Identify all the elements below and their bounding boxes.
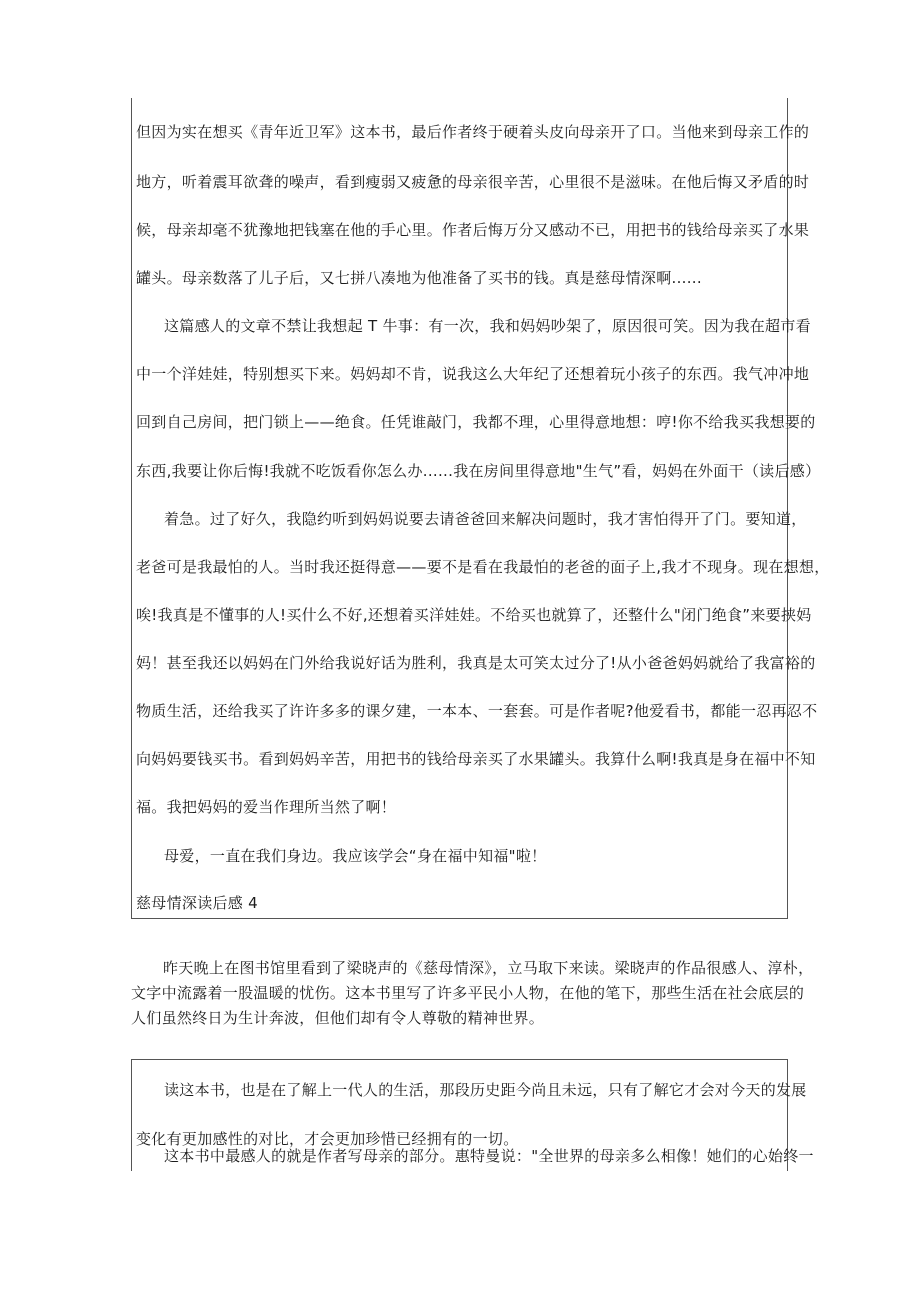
paragraph-line: 这篇感人的文章不禁让我想起 T 牛事：有一次，我和妈妈吵架了，原因很可笑。因为我在超市看 — [164, 317, 811, 335]
paragraph-line: 这本书中最感人的就是作者写母亲的部分。惠特曼说："全世界的母亲多么相像！她们的心始终一 — [164, 1147, 814, 1165]
paragraph-line: 物质生活，还给我买了许许多多的课夕建，一本本、一套套。可是作者呢?他爱看书，都能一忍再忍不 — [136, 702, 818, 720]
paragraph-line: 地方，听着震耳欲聋的噪声，看到瘦弱又疲惫的母亲很辛苦，心里很不是滋味。在他后悔又矛盾的时 — [136, 173, 810, 191]
paragraph-line: 妈！甚至我还以妈妈在门外给我说好话为胜利，我真是太可笑太过分了!从小爸爸妈妈就给了我富裕的 — [136, 654, 816, 672]
paragraph-line: 变化有更加感性的对比，才会更加珍惜已经拥有的一切。 — [136, 1130, 519, 1148]
paragraph-line: 东西,我要让你后悔!我就不吃饭看你怎么办......我在房间里得意地"生气”看，妈妈在外面干（读后感） — [136, 462, 821, 480]
paragraph-line: 昨天晚上在图书馆里看到了梁晓声的《慈母情深》，立马取下来读。梁晓声的作品很感人、淳朴， — [163, 959, 814, 977]
paragraph-line: 人们虽然终日为生计奔波，但他们却有令人尊敬的精神世界。 — [131, 1009, 545, 1027]
paragraph-line: 文字中流露着一股温暖的忧伤。这本书里写了许多平民小人物，在他的笔下，那些生活在社会底层的 — [131, 984, 805, 1002]
paragraph-line: 回到自己房间，把门锁上——绝食。任凭谁敲门，我都不理，心里得意地想：哼!你不给我买我想要的 — [136, 413, 816, 431]
paragraph-line: 母爱，一直在我们身边。我应该学会“身在福中知福"啦！ — [164, 847, 547, 865]
paragraph-line: 唉!我真是不懂事的人!买什么不好,还想着买洋娃娃。不给买也就算了，还整什么"闭门绝食”来要挟妈 — [136, 606, 812, 624]
paragraph-line: 罐头。母亲数落了儿子后，又七拼八凑地为他准备了买书的钱。真是慈母情深啊...... — [136, 269, 702, 287]
paragraph-line: 着急。过了好久，我隐约听到妈妈说要去请爸爸回来解决问题时，我才害怕得开了门。要知道， — [164, 510, 807, 528]
paragraph-line: 福。我把妈妈的爱当作理所当然了啊！ — [136, 798, 397, 816]
paragraph-line: 但因为实在想买《青年近卫军》这本书，最后作者终于硬着头皮向母亲开了口。当他来到母亲工作的 — [136, 123, 810, 141]
paragraph-line: 候，母亲却毫不犹豫地把钱塞在他的手心里。作者后悔万分又感动不已，用把书的钱给母亲买了水果 — [136, 221, 810, 239]
paragraph-line: 读这本书，也是在了解上一代人的生活，那段历史距今尚且未远，只有了解它才会对今天的发展 — [164, 1081, 807, 1099]
section-heading: 慈母情深读后感 4 — [136, 894, 259, 912]
paragraph-line: 向妈妈要钱买书。看到妈妈辛苦，用把书的钱给母亲买了水果罐头。我算什么啊!我真是身在福中不知 — [136, 750, 816, 768]
paragraph-line: 老爸可是我最怕的人。当时我还挺得意——要不是看在我最怕的老爸的面子上,我才不现身。现在想想， — [136, 558, 830, 576]
paragraph-line: 中一个洋娃娃，特别想买下来。妈妈却不肯，说我这么大年纪了还想着玩小孩子的东西。我气冲冲地 — [136, 365, 810, 383]
